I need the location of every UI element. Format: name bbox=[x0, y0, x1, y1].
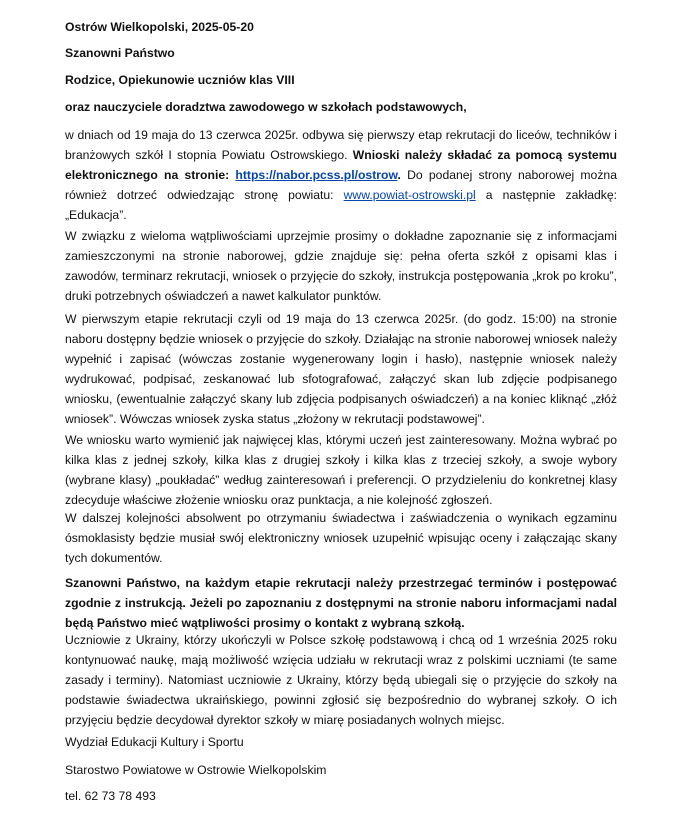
paragraph-next-steps: W dalszej kolejności absolwent po otrzymaniu świadectwa i zaświadczenia o wynikach egzaminu ósmoklasisty będzie musiał swój elektroniczny wniosek uzupełnić wpisując oceny i załączając skany tych dokumentów. bbox=[65, 511, 617, 565]
paragraph-first-stage: W pierwszym etapie rekrutacji czyli od 19 maja do 13 czerwca 2025r. (do godz. 15:00) na stronie naboru dostępny będzie wniosek o przyjęcie do szkoły. Działając na stronie naborowej wniosek należy wypełnić i zapisać (wówczas zostanie wygenerowany login i hasło), następnie wniosek należy wydrukować, podpisać, zeskanować lub sfotografować, załączyć skan lub zdjęcie podpisanego wniosku, (ewentualnie załączyć skany lub zdjęcia podpisanych oświadczeń) a na koniec kliknąć „złóż wniosek”. Wówczas wniosek zyska status „złożony w rekrutacji podstawowej”. bbox=[65, 312, 617, 426]
paragraph-ukraine: Uczniowie z Ukrainy, którzy ukończyli w Polsce szkołę podstawową i chcą od 1 września 2025 roku kontynuować naukę, mają możliwość wzięcia udziału w rekrutacji wraz z polskimi uczniami (te same zasady i terminy). Natomiast uczniowie z Ukrainy, którzy będą ubiegali się o przyjęcie do szkoły na podstawie świadectwa ukraińskiego, powinni zgłosić się bezpośrednio do wybranej szkoły. O ich przyjęciu będzie decydował dyrektor szkoły w miarę posiadanych wolnych miejsc. bbox=[65, 633, 617, 727]
intro-bold-dot: . bbox=[397, 168, 401, 182]
paragraph-choices: We wniosku warto wymienić jak najwięcej klas, którymi uczeń jest zainteresowany. Można wybrać po kilka klas z jednej szkoły, kilka klas z drugiej szkoły i kilka klas z trzeciej szkoły, a swoje wybory (wybrane klasy) „poukładać” według zainteresowań i preferencji. O przydzieleniu do konkretnej klasy zdecyduje właściwe złożenie wniosku oraz punktacja, a nie kolejność zgłoszeń. bbox=[65, 433, 617, 507]
place-date: Ostrów Wielkopolski, 2025-05-20 bbox=[65, 20, 254, 34]
office-name: Starostwo Powiatowe w Ostrowie Wielkopolskim bbox=[65, 763, 327, 777]
nabor-link[interactable]: https://nabor.pcss.pl/ostrow bbox=[235, 168, 398, 182]
paragraph-information: W związku z wieloma wątpliwościami uprzejmie prosimy o dokładne zapoznanie się z informacjami zamieszczonymi na stronie naborowej, gdzie znajduje się: pełna oferta szkół z opisami klas i zawodów, terminarz rekrutacji, wniosek o przyjęcie do szkoły, instrukcja postępowania „krok po kroku”, druki potrzebnych oświadczeń a nawet kalkulator punktów. bbox=[65, 229, 617, 303]
intro-text-1: w dniach od 19 maja do 13 czerwca 2025r. odbywa się pierwszy etap rekrutacji do liceów, techników i branżowych szkół I stopnia Powiatu Ostrowskiego. bbox=[65, 128, 617, 162]
department-name: Wydział Edukacji Kultury i Sportu bbox=[65, 735, 244, 749]
phone-number: tel. 62 73 78 493 bbox=[65, 789, 156, 803]
intro-bold-text: Wnioski należy składać za pomocą systemu elektronicznego na stronie: bbox=[65, 148, 617, 182]
addressees-line-2: oraz nauczyciele doradztwa zawodowego w szkołach podstawowych, bbox=[65, 100, 467, 114]
salutation: Szanowni Państwo bbox=[65, 46, 175, 60]
paragraph-notice: Szanowni Państwo, na każdym etapie rekrutacji należy przestrzegać terminów i postępować zgodnie z instrukcją. Jeżeli po zapoznaniu z dostępnymi na stronie naboru informacjami nadal będą Państwo mieć wątpliwości prosimy o kontakt z wybraną szkołą. bbox=[65, 576, 617, 630]
addressees-line-1: Rodzice, Opiekunowie uczniów klas VIII bbox=[65, 73, 295, 87]
powiat-link[interactable]: www.powiat-ostrowski.pl bbox=[343, 188, 476, 202]
intro-text-2: Do podanej strony naborowej można również dotrzeć odwiedzając stronę powiatu: bbox=[65, 168, 617, 202]
intro-text-3: a następnie zakładkę: „Edukacja”. bbox=[65, 188, 618, 222]
paragraph-intro bbox=[65, 125, 617, 225]
